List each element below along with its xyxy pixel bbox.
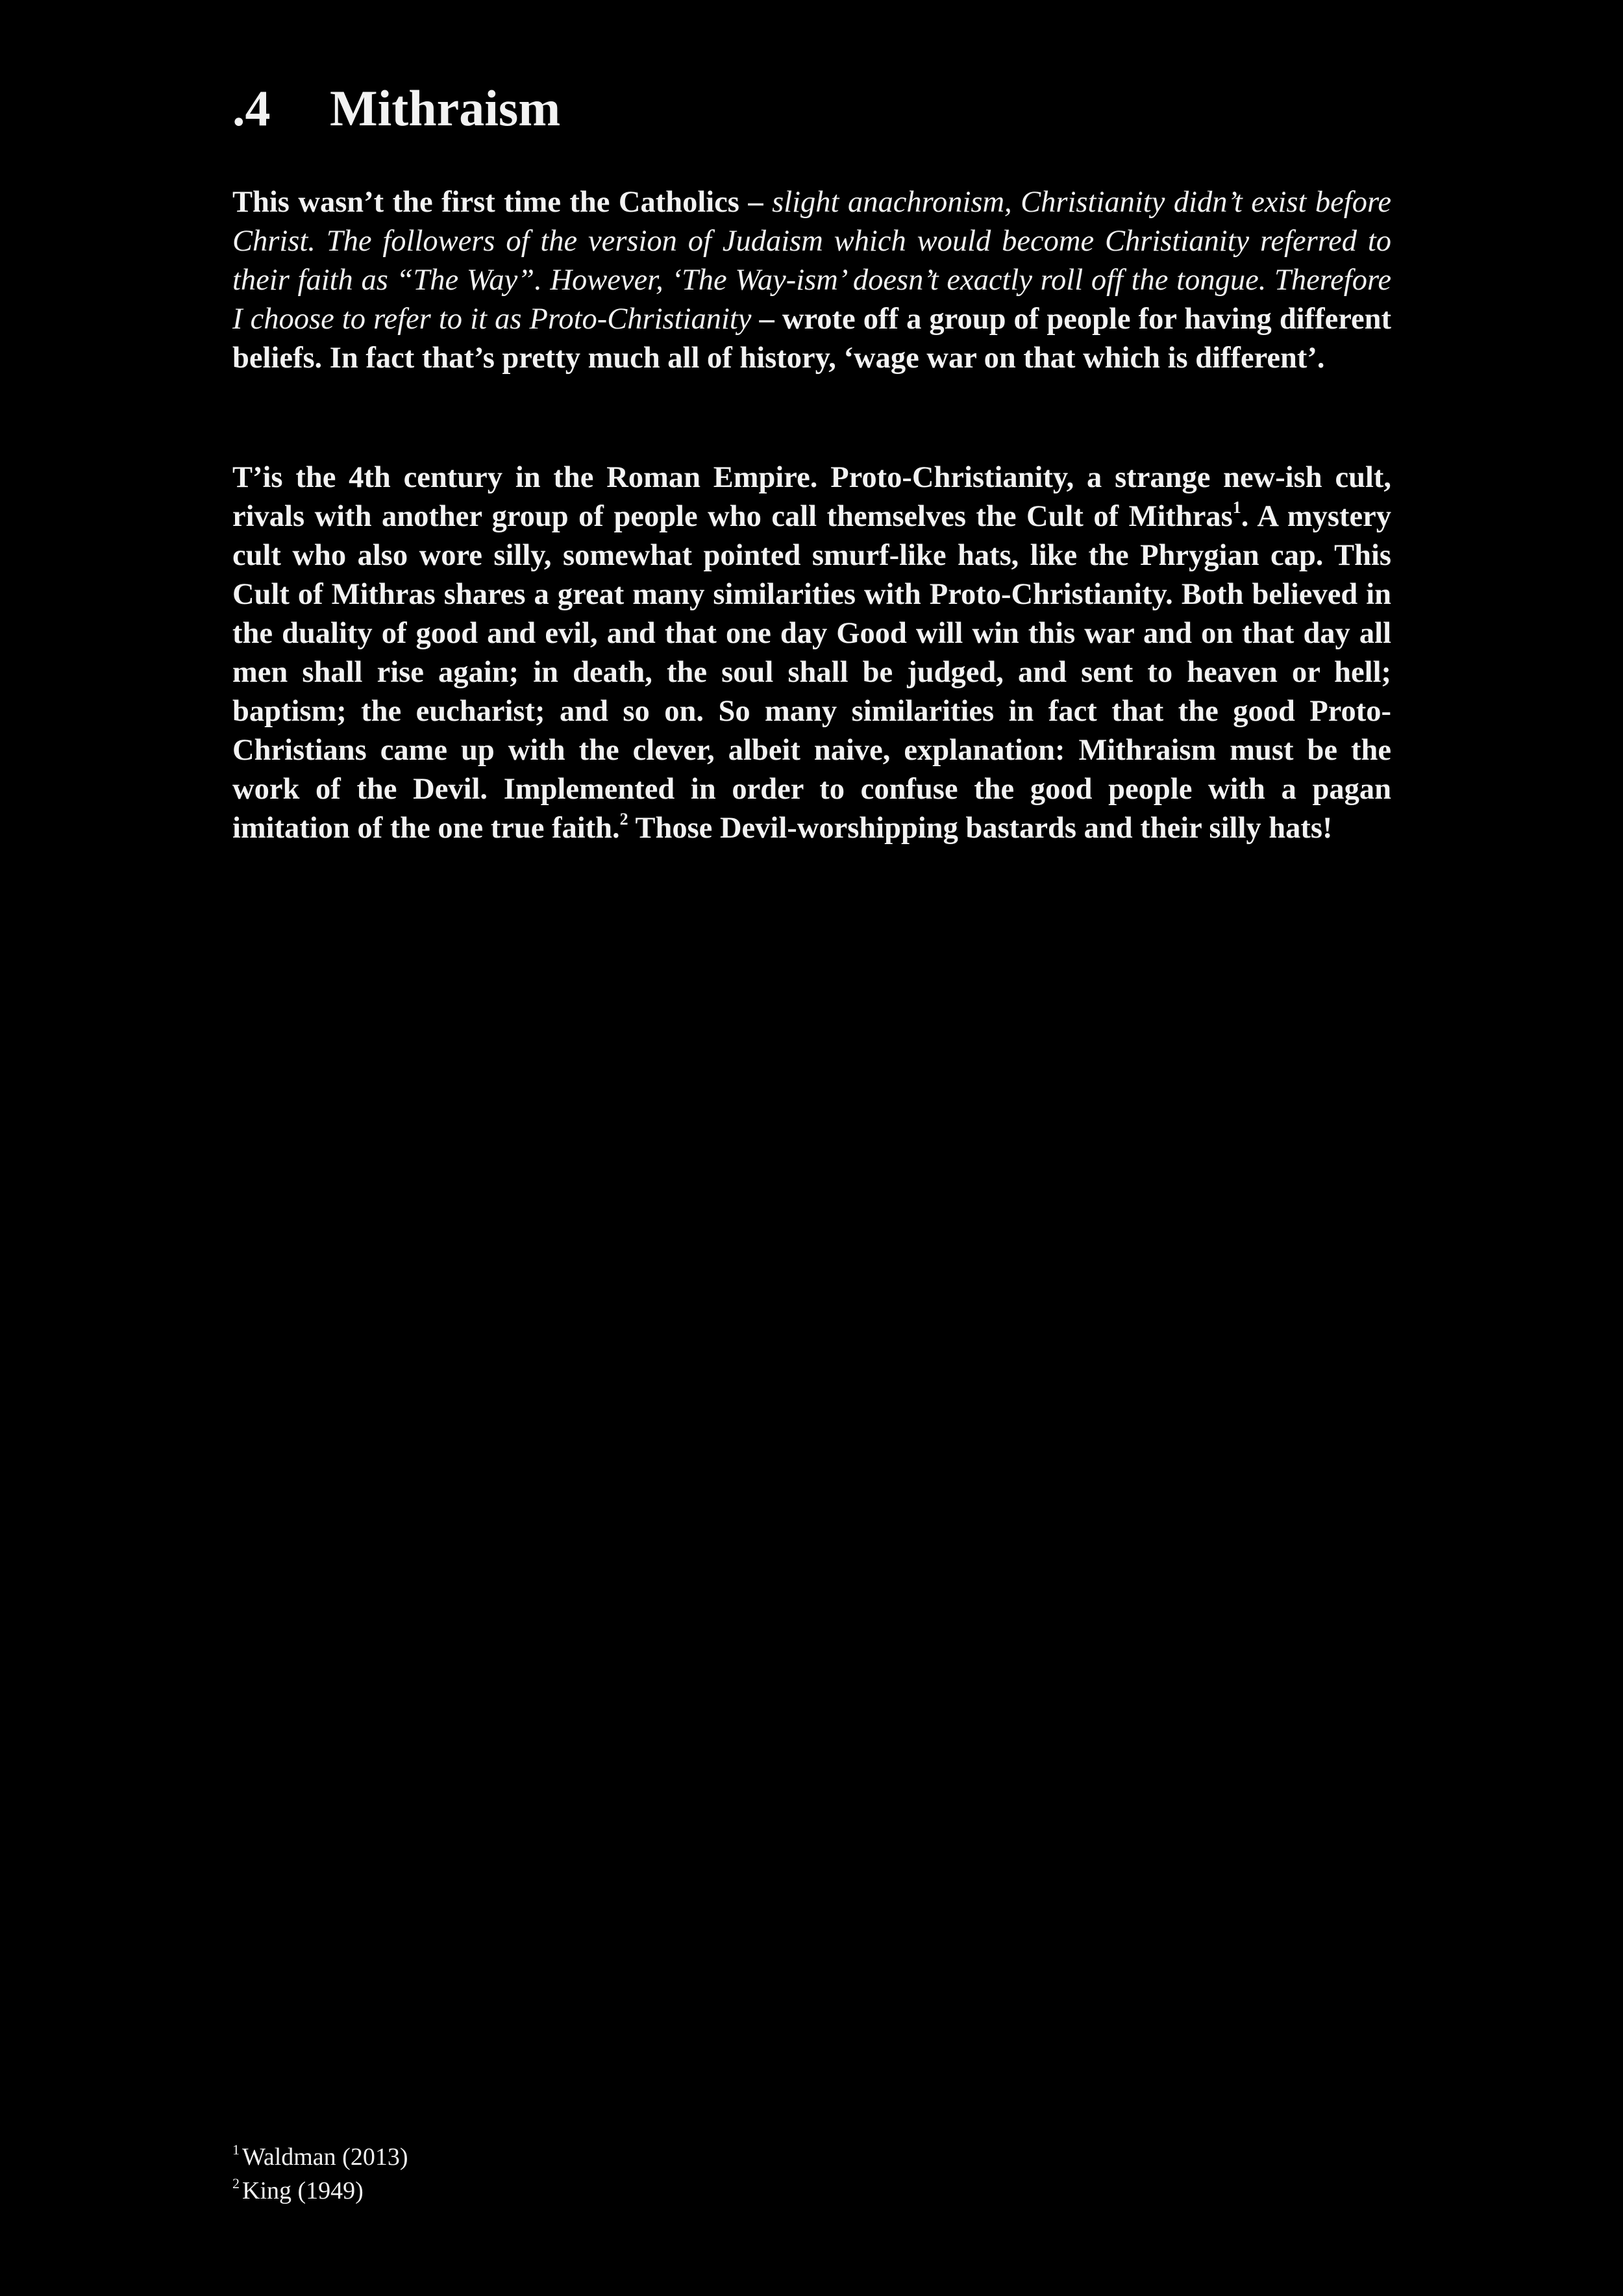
paragraph-2-text-b: . A mystery cult who also wore silly, somewhat pointed smurf-like hats, like the Phrygian cap. This Cult of Mithras shares a great many similarities with Proto-Christianity. Both believed in the duality of good and evil, and that one day Good will win this war and on that day all men shall rise again; in death, the soul shall be judged, and sent to heaven or hell; baptism; the eucharist; and so on. So many similarities in fact that the good Proto-Christians came up with the clever, albeit naive, explanation: Mithraism must be the work of the Devil. Implemented in order to confuse the good people with a pagan imitation of the one true faith. [232,500,1391,845]
footnote-ref-1[interactable]: 1 [1232,497,1241,517]
paragraph-1 [232,183,1391,378]
paragraph-1-opening: This wasn’t the first time the Catholics – [232,186,773,219]
paragraph-2 [232,458,1391,848]
paragraph-1-closing: – wrote off a group of people for having different beliefs. In fact that’s pretty much all of history, ‘wage war on that which is different’. [232,303,1391,375]
footnote-1-text: Waldman (2013) [242,2143,408,2171]
footnote-2-mark: 2 [232,2175,240,2192]
section-title: Mithraism [330,80,561,136]
paragraph-2-text-a: T’is the 4th century in the Roman Empire. Proto-Christianity, a strange new-ish cult, rivals with another group of people who call themselves the Cult of Mithras [232,461,1391,533]
section-heading [232,80,561,136]
footnote-2-text: King (1949) [242,2177,364,2204]
section-number: .4 [232,80,271,136]
footnote-ref-2[interactable]: 2 [619,809,628,829]
footnotes [232,2140,408,2208]
footnote-1-mark: 1 [232,2141,240,2158]
paragraph-1-aside: slight anachronism, Christianity didn’t exist before Christ. The followers of the version of Judaism which would become Christianity referred to their faith as “The Way”. However, ‘The Way-ism’ doesn’t exactly roll off the tongue. Therefore I choose to refer to it as Proto-Christianity [232,186,1391,336]
paragraph-2-text-c: Those Devil-worshipping bastards and their silly hats! [628,812,1333,845]
footnote-1 [232,2140,408,2174]
footnote-2 [232,2174,408,2208]
